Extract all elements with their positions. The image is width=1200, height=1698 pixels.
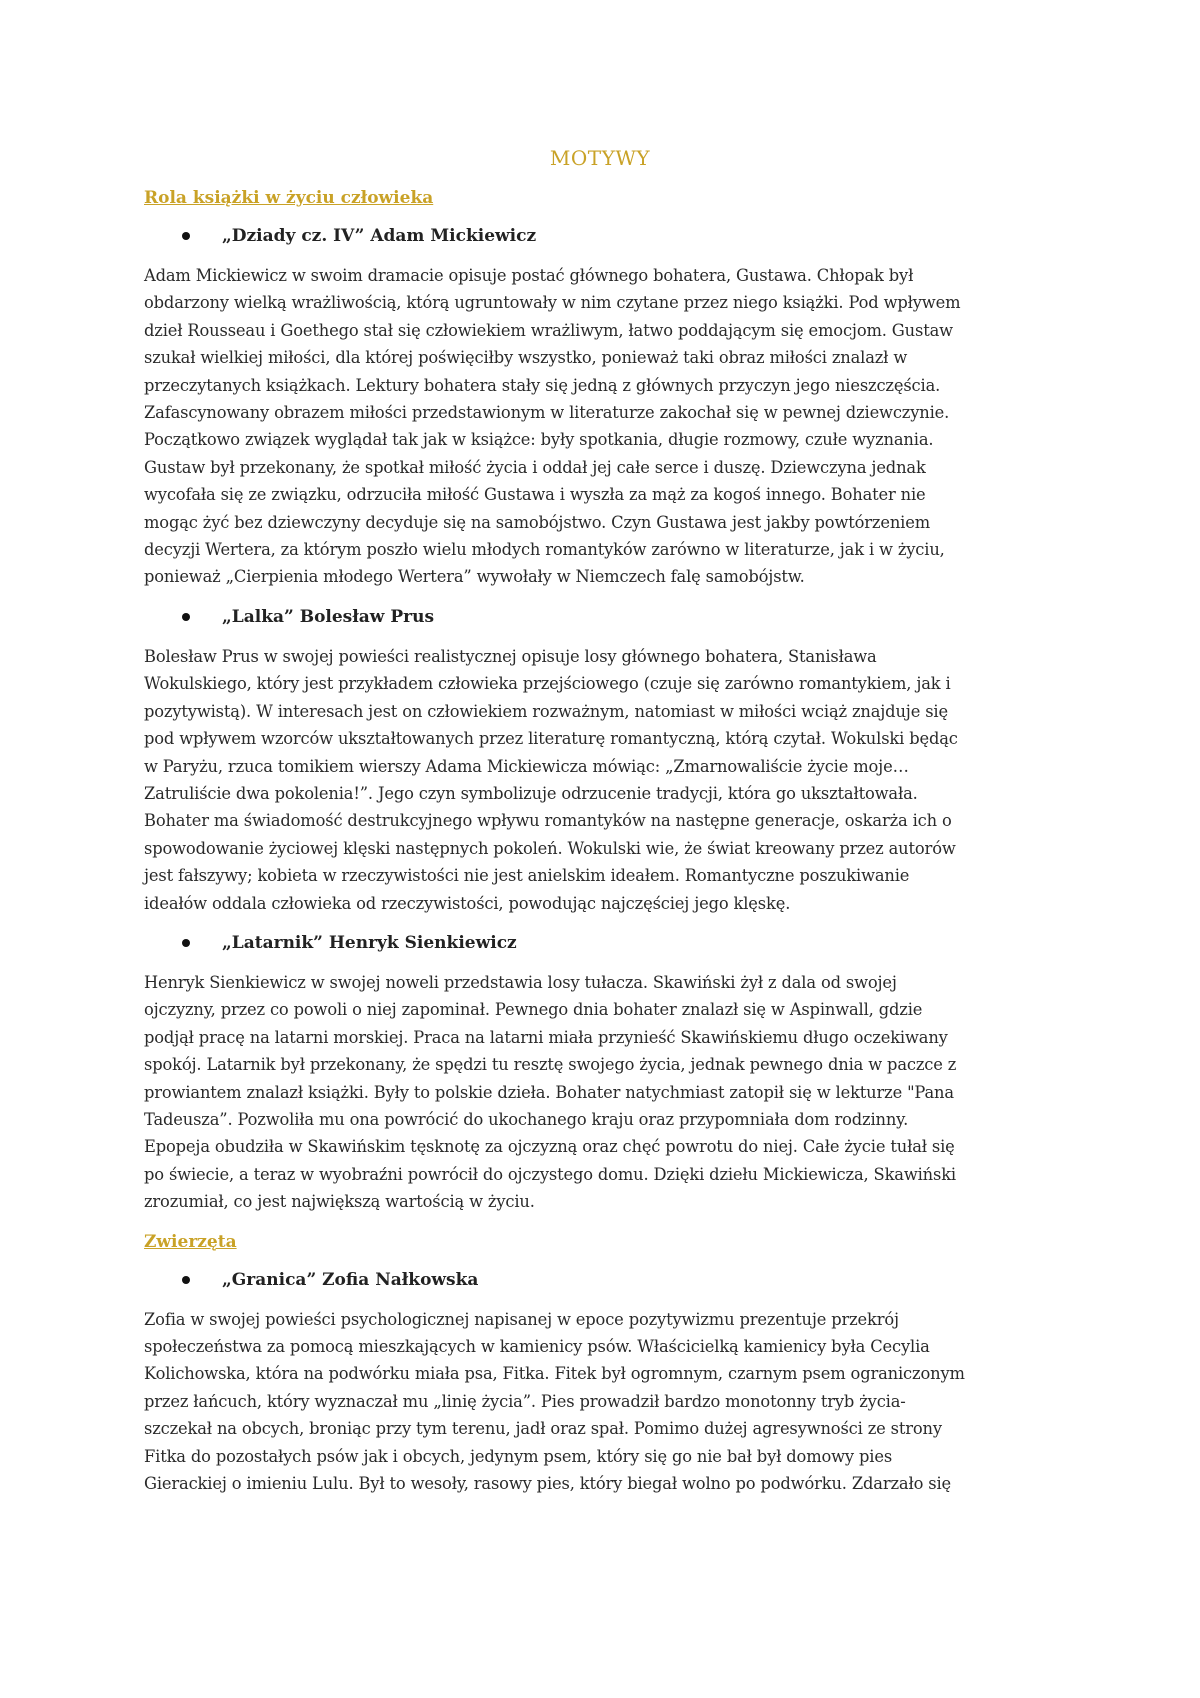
section-heading-zwierzeta: Zwierzęta xyxy=(144,1231,237,1252)
text-line: szczekał na obcych, broniąc przy tym terenu, jadł oraz spał. Pomimo dużej agresywności ze strony xyxy=(144,1419,942,1439)
bullet-icon xyxy=(182,939,190,947)
text-line: podjął pracę na latarni morskiej. Praca na latarni miała przynieść Skawińskiemu długo oczekiwany xyxy=(144,1027,948,1047)
work-title-text: „Lalka” Bolesław Prus xyxy=(222,606,435,627)
text-line: Zafascynowany obrazem miłości przedstawionym w literaturze zakochał się w pewnej dziewczynie. xyxy=(144,403,950,423)
text-line: Tadeusza”. Pozwoliła mu ona powrócić do ukochanego kraju oraz przypomniała dom rodzinny. xyxy=(144,1109,909,1129)
text-line: pozytywistą). W interesach jest on człowiekiem rozważnym, natomiast w miłości wciąż znajduje się xyxy=(144,701,948,721)
text-line: Wokulskiego, który jest przykładem człowieka przejściowego (czuje się zarówno romantykiem, jak i xyxy=(144,674,951,694)
text-line: Epopeja obudziła w Skawińskim tęsknotę za ojczyzną oraz chęć powrotu do niej. Całe życie tułał się xyxy=(144,1137,955,1157)
text-line: dzieł Rousseau i Goethego stał się człowiekiem wrażliwym, łatwo poddającym się emocjom. Gustaw xyxy=(144,320,953,340)
text-line: Henryk Sienkiewicz w swojej noweli przedstawia losy tułacza. Skawiński żył z dala od swojej xyxy=(144,972,897,992)
work-title-text: „Granica” Zofia Nałkowska xyxy=(222,1269,479,1290)
bullet-icon xyxy=(182,613,190,621)
text-line: pod wpływem wzorców ukształtowanych przez literaturę romantyczną, którą czytał. Wokulski będąc xyxy=(144,729,958,749)
paragraph-granica xyxy=(144,1306,1056,1498)
text-line: Bolesław Prus w swojej powieści realistycznej opisuje losy głównego bohatera, Stanisława xyxy=(144,646,877,666)
work-title-dziady xyxy=(144,226,1056,246)
text-line: prowiantem znalazł książki. Były to polskie dzieła. Bohater natychmiast zatopił się w lekturze "Pana xyxy=(144,1082,954,1102)
text-line: wycofała się ze związku, odrzuciła miłość Gustawa i wyszła za mąż za kogoś innego. Bohater nie xyxy=(144,485,926,505)
text-line: Zofia w swojej powieści psychologicznej napisanej w epoce pozytywizmu prezentuje przekrój xyxy=(144,1309,899,1329)
text-line: szukał wielkiej miłości, dla której poświęciłby wszystko, ponieważ taki obraz miłości znalazł w xyxy=(144,348,908,368)
text-line: Kolichowska, która na podwórku miała psa, Fitka. Fitek był ogromnym, czarnym psem ograniczonym xyxy=(144,1364,965,1384)
work-title-text: „Latarnik” Henryk Sienkiewicz xyxy=(222,932,517,953)
text-line: Początkowo związek wyglądał tak jak w książce: były spotkania, długie rozmowy, czułe wyznania. xyxy=(144,430,934,450)
paragraph-lalka xyxy=(144,643,1056,917)
paragraph-latarnik xyxy=(144,969,1056,1216)
text-line: Zatruliście dwa pokolenia!”. Jego czyn symbolizuje odrzucenie tradycji, która go ukształtowała. xyxy=(144,783,918,803)
text-line: Fitka do pozostałych psów jak i obcych, jedynym psem, który się go nie bał był domowy pies xyxy=(144,1446,893,1466)
bullet-icon xyxy=(182,232,190,240)
text-line: decyzji Wertera, za którym poszło wielu młodych romantyków zarówno w literaturze, jak i w życiu, xyxy=(144,540,945,560)
document-page xyxy=(144,146,1056,1513)
work-title-lalka xyxy=(144,607,1056,627)
text-line: przez łańcuch, który wyznaczał mu „linię życia”. Pies prowadził bardzo monotonny tryb życia- xyxy=(144,1391,906,1411)
paragraph-dziady xyxy=(144,262,1056,591)
document-title: MOTYWY xyxy=(549,146,651,170)
text-line: Gustaw był przekonany, że spotkał miłość życia i oddał jej całe serce i duszę. Dziewczyna jednak xyxy=(144,457,926,477)
work-title-latarnik xyxy=(144,933,1056,953)
text-line: ideałów oddala człowieka od rzeczywistości, powodując najczęściej jego klęskę. xyxy=(144,893,791,913)
work-title-text: „Dziady cz. IV” Adam Mickiewicz xyxy=(222,226,537,246)
bullet-icon xyxy=(182,1276,190,1284)
text-line: zrozumiał, co jest największą wartością w życiu. xyxy=(144,1192,535,1212)
section-heading-rola-ksiazki: Rola książki w życiu człowieka xyxy=(144,188,434,208)
text-line: ponieważ „Cierpienia młodego Wertera” wywołały w Niemczech falę samobójstw. xyxy=(144,567,805,587)
text-line: Gierackiej o imieniu Lulu. Był to wesoły, rasowy pies, który biegał wolno po podwórku. Zdarzało się xyxy=(144,1474,952,1494)
text-line: w Paryżu, rzuca tomikiem wierszy Adama Mickiewicza mówiąc: „Zmarnowaliście życie moje… xyxy=(144,756,909,776)
text-line: spokój. Latarnik był przekonany, że spędzi tu resztę swojego życia, jednak pewnego dnia w paczce z xyxy=(144,1055,957,1075)
text-line: Bohater ma świadomość destrukcyjnego wpływu romantyków na następne generacje, oskarża ich o xyxy=(144,811,952,831)
text-line: po świecie, a teraz w wyobraźni powrócił do ojczystego domu. Dzięki dziełu Mickiewicza, Skawiński xyxy=(144,1164,956,1184)
text-line: Adam Mickiewicz w swoim dramacie opisuje postać głównego bohatera, Gustawa. Chłopak był xyxy=(144,266,914,285)
text-line: mogąc żyć bez dziewczyny decyduje się na samobójstwo. Czyn Gustawa jest jakby powtórzeniem xyxy=(144,512,930,532)
text-line: przeczytanych książkach. Lektury bohatera stały się jedną z głównych przyczyn jego nieszczęścia. xyxy=(144,375,941,395)
text-line: obdarzony wielką wrażliwością, którą ugruntowały w nim czytane przez niego książki. Pod wpływem xyxy=(144,293,961,313)
work-title-granica xyxy=(144,1270,1056,1290)
text-line: jest fałszywy; kobieta w rzeczywistości nie jest anielskim ideałem. Romantyczne poszukiwanie xyxy=(144,866,910,886)
text-line: ojczyzny, przez co powoli o niej zapominał. Pewnego dnia bohater znalazł się w Aspinwall, gdzie xyxy=(144,1000,923,1020)
text-line: spowodowanie życiowej klęski następnych pokoleń. Wokulski wie, że świat kreowany przez autorów xyxy=(144,838,956,858)
text-line: społeczeństwa za pomocą mieszkających w kamienicy psów. Właścicielką kamienicy była Cecylia xyxy=(144,1337,930,1356)
